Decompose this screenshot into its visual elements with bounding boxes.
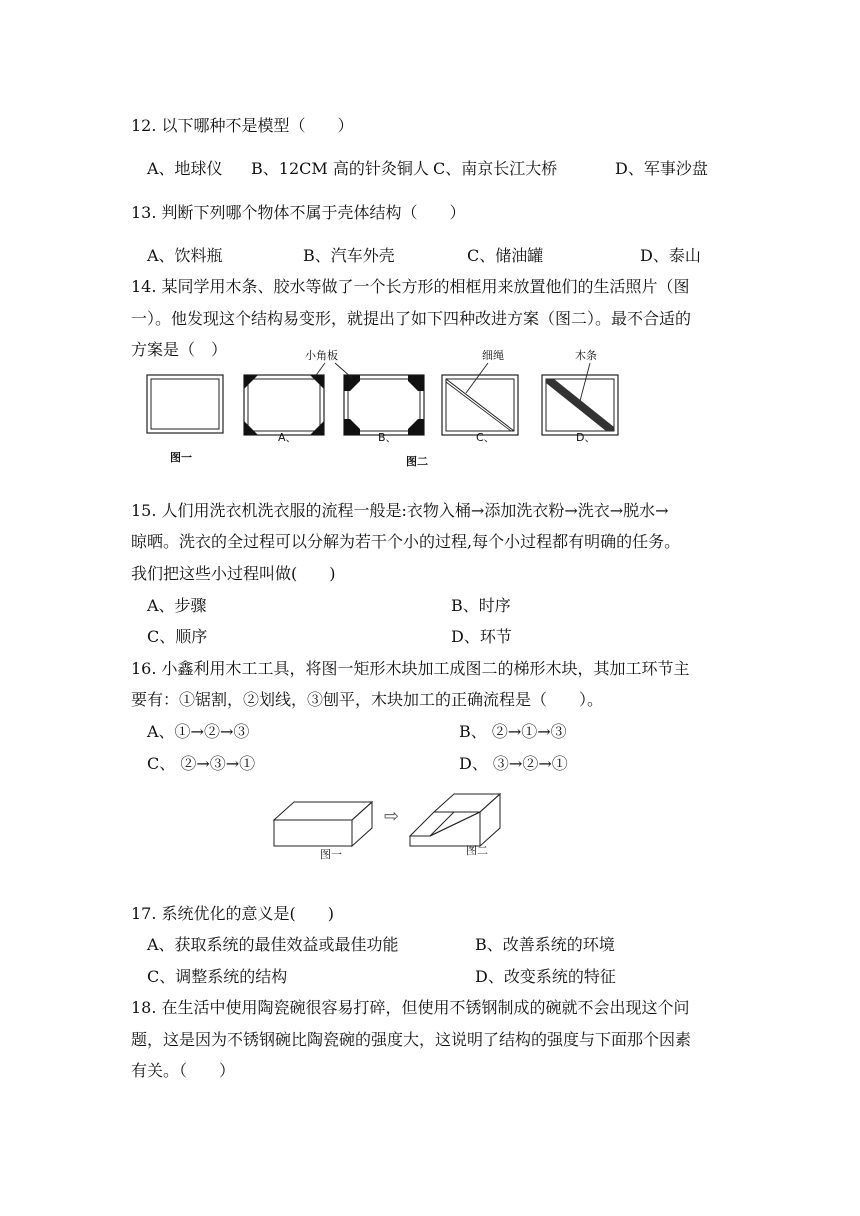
question-13-stem: 13. 判断下列哪个物体不属于壳体结构（ ） (131, 203, 466, 222)
option-d-caption: D、 (576, 431, 596, 444)
question-16-stem-line-1: 16. 小鑫利用木工工具，将图一矩形木块加工成图二的梯形木块，其加工环节主 (131, 659, 690, 678)
question-15-option-d: D、环节 (451, 627, 512, 646)
question-16-option-d: D、 ③→②→① (459, 754, 568, 773)
question-15-stem-line-3: 我们把这些小过程叫做( ) (131, 564, 336, 583)
question-16-option-c: C、 ②→③→① (147, 754, 256, 773)
question-13-option-c: C、储油罐 (467, 246, 544, 265)
question-15-option-b: B、时序 (451, 596, 511, 615)
option-a-caption: A、 (278, 431, 297, 444)
question-13-option-d: D、泰山 (640, 246, 701, 265)
question-13-option-a: A、饮料瓶 (147, 246, 223, 265)
question-18-stem-line-3: 有关。（ ） (131, 1061, 236, 1080)
question-12-option-d: D、军事沙盘 (615, 159, 708, 178)
question-12-option-c: C、南京长江大桥 (433, 159, 558, 178)
figure-2-caption: 图二 (406, 455, 428, 468)
question-15-option-a: A、步骤 (147, 596, 207, 615)
question-12-stem: 12. 以下哪种不是模型（ ） (131, 116, 354, 135)
question-15-stem-line-1: 15. 人们用洗衣机洗衣服的流程一般是:衣物入桶→添加洗衣粉→洗衣→脱水→ (131, 501, 669, 520)
question-14-stem-line-1: 14. 某同学用木条、胶水等做了一个长方形的相框用来放置他们的生活照片（图 (131, 277, 690, 296)
option-b-frame (344, 375, 424, 435)
label-wood-strip: 木条 (575, 349, 597, 362)
question-16-option-a: A、①→②→③ (147, 722, 250, 741)
question-14-figure (140, 345, 640, 470)
question-17-option-a: A、获取系统的最佳效益或最佳功能 (147, 935, 399, 954)
block-figure-1-caption: 图一 (320, 848, 342, 861)
figure-1-caption: 图一 (170, 451, 192, 464)
option-a-frame (244, 375, 324, 435)
block-figure-2-caption: 图二 (466, 844, 488, 857)
question-15-option-c: C、顺序 (147, 627, 208, 646)
question-18-stem-line-1: 18. 在生活中使用陶瓷碗很容易打碎，但使用不锈钢制成的碗就不会出现这个问 (131, 998, 690, 1017)
figure-1-frame (147, 375, 223, 433)
trapezoid-block (410, 794, 500, 846)
question-16-option-b: B、 ②→①→③ (459, 722, 567, 741)
question-14-stem-line-3: 方案是（ ） (131, 340, 228, 359)
question-13-option-b: B、汽车外壳 (303, 246, 395, 265)
label-thin-rope: 细绳 (482, 349, 504, 362)
question-16-stem-line-2: 要有：①锯割，②划线，③刨平，木块加工的正确流程是（ ）。 (131, 690, 604, 709)
rectangular-block (274, 802, 372, 846)
question-17-option-b: B、改善系统的环境 (475, 935, 615, 954)
option-c-frame (442, 375, 518, 435)
label-small-corner-plate: 小角板 (305, 349, 338, 362)
question-17-stem: 17. 系统优化的意义是( ) (131, 904, 335, 923)
question-15-stem-line-2: 晾晒。洗衣的全过程可以分解为若干个小的过程,每个小过程都有明确的任务。 (131, 532, 681, 551)
question-17-option-c: C、调整系统的结构 (147, 967, 288, 986)
question-12-option-a: A、地球仪 (147, 159, 223, 178)
option-d-frame (542, 375, 618, 435)
question-18-stem-line-2: 题，这是因为不锈钢碗比陶瓷碗的强度大，这说明了结构的强度与下面那个因素 (131, 1030, 692, 1049)
option-c-caption: C、 (476, 431, 495, 444)
question-12-option-b: B、12CM 高的针灸铜人 (251, 159, 429, 178)
question-16-figure (268, 792, 508, 862)
transform-arrow-icon: ⇨ (384, 806, 400, 827)
question-17-option-d: D、改变系统的特征 (475, 967, 616, 986)
question-14-stem-line-2: 一）。他发现这个结构易变形，就提出了如下四种改进方案（图二）。最不合适的 (131, 309, 692, 328)
option-b-caption: B、 (378, 431, 397, 444)
